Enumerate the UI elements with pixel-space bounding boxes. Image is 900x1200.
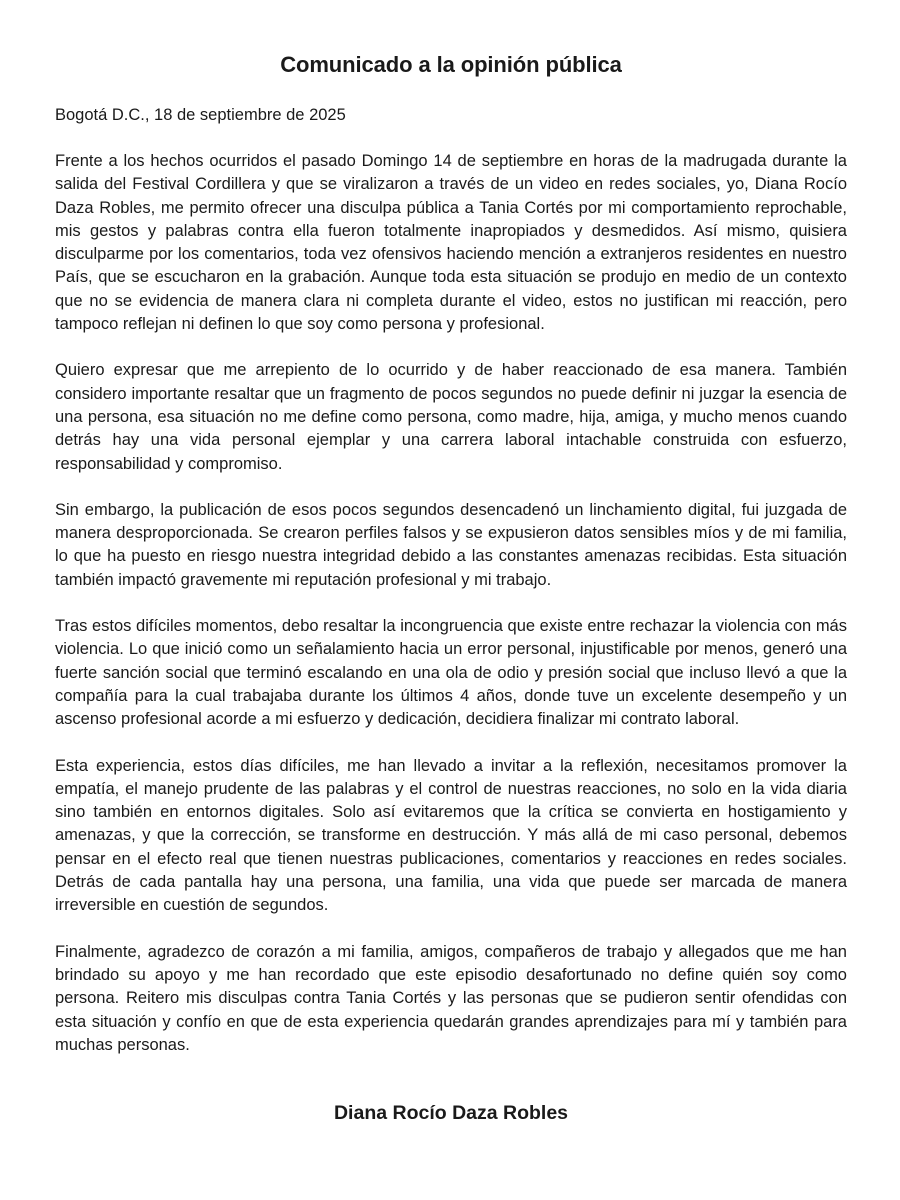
- paragraph: Frente a los hechos ocurridos el pasado Domingo 14 de septiembre en horas de la madrugada durante la salida del Festival Cordillera y que se viralizaron a través de un video en redes sociales, yo, Diana Rocío Daza Robles, me permito ofrecer una disculpa pública a Tania Cortés por mi comportamiento reprochable, mis gestos y palabras contra ella fueron totalmente inapropiados y desmedidos. Así mismo, quisiera disculparme por los comentarios, toda vez ofensivos haciendo mención a extranjeros residentes en nuestro País, que se escucharon en la grabación. Aunque toda esta situación se produjo en medio de un contexto que no se evidencia de manera clara ni completa durante el video, estos no justifican mi reacción, pero tampoco reflejan ni definen lo que soy como persona y profesional.: [55, 152, 847, 334]
- date-line: Bogotá D.C., 18 de septiembre de 2025: [55, 106, 346, 124]
- statement-document: [55, 50, 847, 1126]
- paragraph: Tras estos difíciles momentos, debo resaltar la incongruencia que existe entre rechazar la violencia con más violencia. Lo que inició como un señalamiento hacia un error personal, injustificable por menos, generó una fuerte sanción social que terminó escalando en una ola de odio y presión social que incluso llevó a que la compañía para la cual trabajaba durante los últimos 4 años, donde tuve un excelente desempeño y un ascenso profesional acorde a mi esfuerzo y dedicación, decidiera finalizar mi contrato laboral.: [55, 617, 847, 729]
- signature: Diana Rocío Daza Robles: [333, 1102, 569, 1125]
- paragraph: Esta experiencia, estos días difíciles, me han llevado a invitar a la reflexión, necesitamos promover la empatía, el manejo prudente de las palabras y el control de nuestras reacciones, no solo en la vida diaria sino también en entornos digitales. Solo así evitaremos que la crítica se convierta en hostigamiento y amenazas, y que la corrección, se transforme en destrucción. Y más allá de mi caso personal, debemos pensar en el efecto real que tienen nuestras publicaciones, comentarios y reacciones en redes sociales. Detrás de cada pantalla hay una persona, una familia, una vida que puede ser marcada de manera irreversible en cuestión de segundos.: [55, 756, 847, 915]
- document-title: Comunicado a la opinión pública: [280, 52, 622, 77]
- paragraph: Quiero expresar que me arrepiento de lo ocurrido y de haber reaccionado de esa manera. También considero importante resaltar que un fragmento de pocos segundos no puede definir ni juzgar la esencia de una persona, esa situación no me define como persona, como madre, hija, amiga, y mucho menos cuando detrás hay una vida personal ejemplar y una carrera laboral intachable construida con esfuerzo, responsabilidad y compromiso.: [55, 361, 847, 473]
- paragraph: Sin embargo, la publicación de esos pocos segundos desencadenó un linchamiento digital, fui juzgada de manera desproporcionada. Se crearon perfiles falsos y se expusieron datos sensibles míos y de mi familia, lo que ha puesto en riesgo nuestra integridad debido a las constantes amenazas recibidas. Esta situación también impactó gravemente mi reputación profesional y mi trabajo.: [55, 500, 847, 589]
- paragraph: Finalmente, agradezco de corazón a mi familia, amigos, compañeros de trabajo y allegados que me han brindado su apoyo y me han recordado que este episodio desafortunado no define quién soy como persona. Reitero mis disculpas contra Tania Cortés y las personas que se pudieron sentir ofendidas con esta situación y confío en que de esta experiencia quedarán grandes aprendizajes para mí y también para muchas personas.: [55, 942, 847, 1054]
